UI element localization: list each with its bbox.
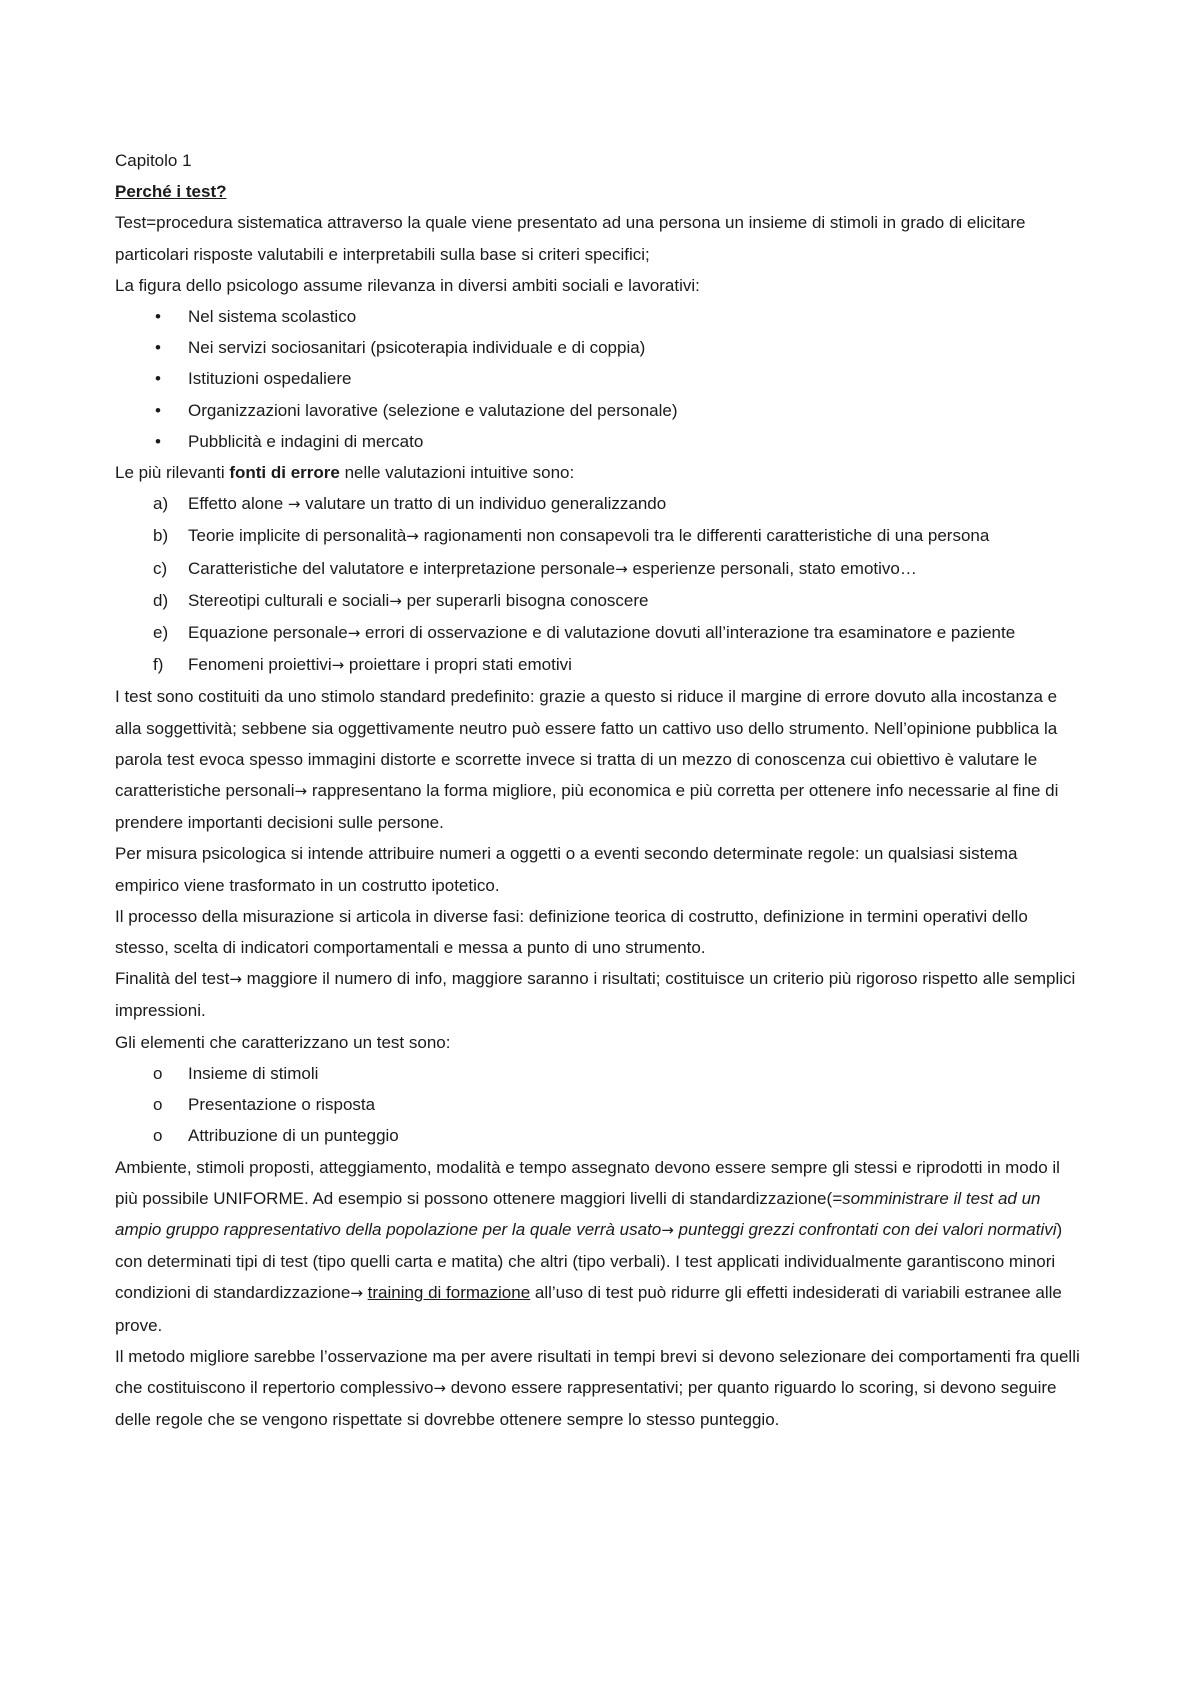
intro-term: Test xyxy=(115,213,147,233)
ambiti-list xyxy=(115,301,1080,457)
paragraph-text: I test sono costituiti da uno stimolo standard predefinito: grazie a questo si riduce il margine di errore dovuto alla incostanza e alla soggettività; sebbene sia oggettivamente neutro può essere fatto un cattivo uso dello strumento. Nell’opinione pubblica la parola test evoca spesso immagini distorte e scorrette invece si tratta di un mezzo di conoscenza cui obiettivo è valutare le caratteristiche personali xyxy=(115,687,1058,801)
error-desc: errori di osservazione e di valutazione dovuti all’interazione tra esaminatore e paziente xyxy=(360,623,1016,643)
arrow-icon: → xyxy=(661,1220,674,1239)
error-desc: ragionamenti non consapevoli tra le differenti caratteristiche di una persona xyxy=(418,526,990,546)
list-marker: e) xyxy=(153,623,169,643)
paragraph-text: ) con determinati tipi di test (tipo quelli carta e matita) che altri (tipo verbali). I test applicati individualmente garantiscono minori condizioni di standardizzazione xyxy=(115,1219,1063,1303)
list-item: • Pubblicità e indagini di mercato xyxy=(115,426,1080,457)
error-term: Equazione personale xyxy=(188,623,348,643)
paragraph-text: rappresentano la forma migliore, più economica e più corretta per ottenere info necessarie al fine di prendere importanti decisioni sulle persone. xyxy=(115,781,1059,833)
misura-paragraph: Per misura psicologica si intende attribuire numeri a oggetti o a eventi secondo determinate regole: un qualsiasi sistema empirico viene trasformato in un costrutto ipotetico. xyxy=(115,844,1018,895)
arrow-icon: → xyxy=(294,782,308,801)
arrow-icon: → xyxy=(347,624,361,643)
list-item: o Attribuzione di un punteggio xyxy=(115,1120,1080,1151)
error-term: Teorie implicite di personalità xyxy=(188,526,407,546)
error-desc: esperienze personali, stato emotivo… xyxy=(627,558,917,578)
error-desc: per superarli bisogna conoscere xyxy=(401,590,649,610)
arrow-icon: → xyxy=(389,591,402,610)
list-item xyxy=(115,585,1080,617)
italic-text: punteggi grezzi confrontati con dei valori normativi xyxy=(673,1219,1057,1239)
chapter-label: Capitolo 1 xyxy=(115,151,192,170)
paragraph-text: Il metodo migliore sarebbe l’osservazione ma per avere risultati in tempi brevi si devono selezionare dei comportamenti fra quelli che costituiscono il repertorio complessivo xyxy=(115,1346,1080,1397)
list-item xyxy=(115,488,1080,520)
list-item xyxy=(115,617,1080,649)
intro-text: =procedura sistematica attraverso la quale viene presentato ad una persona un insieme di stimoli in grado di elicitare particolari risposte valutabili e interpretabili sulla base si criteri specifici; xyxy=(115,213,1026,264)
list-marker: b) xyxy=(153,526,169,546)
list-marker: d) xyxy=(153,590,169,610)
arrow-icon: → xyxy=(350,1284,363,1303)
section-heading: Perché i test? xyxy=(115,182,227,202)
finalita-paragraph xyxy=(115,963,1080,1026)
list-item xyxy=(115,520,1080,552)
paragraph-text: Ambiente, stimoli proposti, atteggiamento, modalità e tempo assegnato devono essere sempre gli stessi e riprodotti in modo il più possibile UNIFORME. Ad esempio si possono ottenere maggiori livelli di standardizzazione( xyxy=(115,1157,1060,1208)
ambiti-intro: La figura dello psicologo assume rilevanza in diversi ambiti sociali e lavorativi: xyxy=(115,275,700,295)
arrow-icon: → xyxy=(331,656,345,675)
errori-list xyxy=(115,488,1080,681)
list-marker: a) xyxy=(153,494,169,514)
arrow-icon: → xyxy=(615,559,628,578)
list-item: • Istituzioni ospedaliere xyxy=(115,363,1080,394)
arrow-icon: → xyxy=(287,495,301,514)
arrow-icon: → xyxy=(406,527,419,546)
list-marker: c) xyxy=(153,558,168,578)
list-item: o Insieme di stimoli xyxy=(115,1058,1080,1089)
paragraph-text: devono essere rappresentativi; per quanto riguardo lo scoring, si devono seguire delle regole che se vengono rispettate si dovrebbe ottenere sempre lo stesso punteggio. xyxy=(115,1377,1057,1430)
error-desc: valutare un tratto di un individuo generalizzando xyxy=(300,494,667,514)
list-marker: f) xyxy=(153,655,164,675)
error-term: Effetto alone xyxy=(188,494,288,514)
errori-intro-after: nelle valutazioni intuitive sono: xyxy=(339,463,575,483)
elementi-intro: Gli elementi che caratterizzano un test sono: xyxy=(115,1032,451,1052)
paragraph-text: maggiore il numero di info, maggiore saranno i risultati; costituisce un criterio più rigoroso rispetto alle semplici impressioni. xyxy=(115,969,1076,1021)
metodo-paragraph xyxy=(115,1341,1080,1436)
list-item xyxy=(115,553,1080,585)
elementi-list xyxy=(115,1058,1080,1152)
underlined-text: training di formazione xyxy=(367,1283,531,1303)
italic-text: =somministrare il test ad un ampio gruppo rappresentativo della popolazione per la quale verrà usato xyxy=(115,1188,1041,1239)
errori-intro-before: Le più rilevanti xyxy=(115,463,230,483)
error-term: Caratteristiche del valutatore e interpretazione personale xyxy=(188,558,616,578)
arrow-icon: → xyxy=(229,970,242,989)
standard-paragraph xyxy=(115,681,1080,838)
intro-paragraph xyxy=(115,207,1080,269)
arrow-icon: → xyxy=(433,1378,446,1397)
list-item xyxy=(115,649,1080,681)
paragraph-text: Finalità del test xyxy=(115,969,230,989)
error-desc: proiettare i propri stati emotivi xyxy=(344,655,572,675)
error-term: Fenomeni proiettivi xyxy=(188,655,332,675)
errori-intro xyxy=(115,457,1080,488)
processo-paragraph: Il processo della misurazione si articola in diverse fasi: definizione teorica di costrutto, definizione in termini operativi dello stesso, scelta di indicatori comportamentali e messa a punto di uno strumento. xyxy=(115,906,1028,958)
list-item: o Presentazione o risposta xyxy=(115,1089,1080,1120)
paragraph-text: all’uso di test può ridurre gli effetti indesiderati di variabili estranee alle prove. xyxy=(115,1283,1062,1335)
errori-intro-bold: fonti di errore xyxy=(229,463,340,483)
list-item: • Nei servizi sociosanitari (psicoterapia individuale e di coppia) xyxy=(115,332,1080,363)
ambiente-paragraph xyxy=(115,1152,1080,1341)
error-term: Stereotipi culturali e sociali xyxy=(188,590,390,610)
list-item: • Nel sistema scolastico xyxy=(115,301,1080,332)
list-item: • Organizzazioni lavorative (selezione e valutazione del personale) xyxy=(115,395,1080,426)
